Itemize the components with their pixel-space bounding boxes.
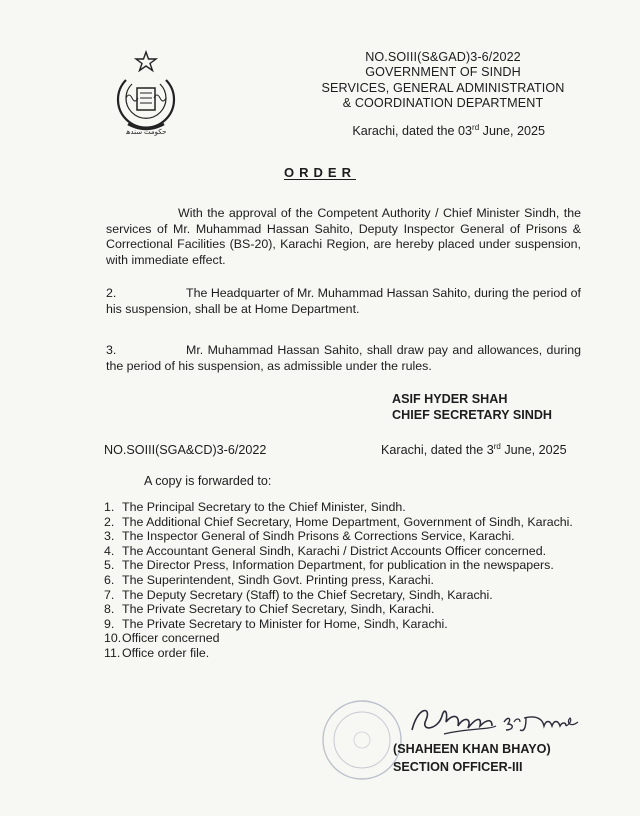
list-item: 5. The Director Press, Information Department, for publication in the newspapers. xyxy=(104,558,554,573)
officer-title: SECTION OFFICER-III xyxy=(393,760,523,774)
order-paragraph-3: 3. Mr. Muhammad Hassan Sahito, shall draw pay and allowances, during the period of his suspension, as admissible under the rules. xyxy=(106,343,581,373)
officer-name: (SHAHEEN KHAN BHAYO) xyxy=(393,742,551,756)
list-item: 1. The Principal Secretary to the Chief Minister, Sindh. xyxy=(104,500,406,514)
reference-number: NO.SOIII(S&GAD)3-6/2022 xyxy=(365,50,521,64)
svg-text:حکومت سندھ: حکومت سندھ xyxy=(125,129,167,136)
copy-reference-number: NO.SOIII(SGA&CD)3-6/2022 xyxy=(104,443,267,457)
order-date: Karachi, dated the 03rd June, 2025 xyxy=(352,122,545,138)
government-name: GOVERNMENT OF SINDH xyxy=(365,65,521,80)
department-line-1: SERVICES, GENERAL ADMINISTRATION xyxy=(321,80,565,95)
order-heading: ORDER xyxy=(284,165,356,180)
department-line-2: & COORDINATION DEPARTMENT xyxy=(342,96,544,111)
list-item: 2. The Additional Chief Secretary, Home Department, Government of Sindh, Karachi. xyxy=(104,514,573,529)
copy-forwarded-intro: A copy is forwarded to: xyxy=(144,474,272,488)
section-officer-signature-block xyxy=(393,740,551,776)
signatory-title: CHIEF SECRETARY SINDH xyxy=(392,407,553,422)
distribution-list xyxy=(104,500,580,661)
list-item: 7. The Deputy Secretary (Staff) to the Chief Secretary, Sindh, Karachi. xyxy=(104,587,493,602)
handwritten-signature-icon xyxy=(408,700,583,742)
official-stamp-icon xyxy=(320,698,404,782)
list-item: 8. The Private Secretary to Chief Secretary, Sindh, Karachi. xyxy=(104,602,435,617)
list-item: 9. The Private Secretary to Minister for Home, Sindh, Karachi. xyxy=(104,616,448,631)
chief-secretary-signature-block xyxy=(392,392,552,423)
list-item: 6. The Superintendent, Sindh Govt. Printing press, Karachi. xyxy=(104,572,435,587)
list-item: 3. The Inspector General of Sindh Prisons & Corrections Service, Karachi. xyxy=(104,529,515,544)
letterhead xyxy=(318,50,568,112)
copy-date: Karachi, dated the 3rd June, 2025 xyxy=(381,441,567,457)
list-item: 11. Office order file. xyxy=(104,645,210,660)
order-paragraph-2: 2. The Headquarter of Mr. Muhammad Hassan Sahito, during the period of his suspension, shall be at Home Department. xyxy=(106,286,581,316)
signatory-name: ASIF HYDER SHAH xyxy=(392,392,508,406)
list-item: 10. Officer concerned xyxy=(104,631,220,646)
order-paragraph-1: With the approval of the Competent Authority / Chief Minister Sindh, the services of Mr. Muhammad Hassan Sahito, Deputy Inspector General of Prisons & Correctional Facilities (BS-20), Karachi Region, are hereby placed under suspension, with immediate effect. xyxy=(106,206,581,267)
sindh-govt-emblem-icon xyxy=(114,50,178,136)
list-item: 4. The Accountant General Sindh, Karachi / District Accounts Officer concerned. xyxy=(104,543,547,558)
